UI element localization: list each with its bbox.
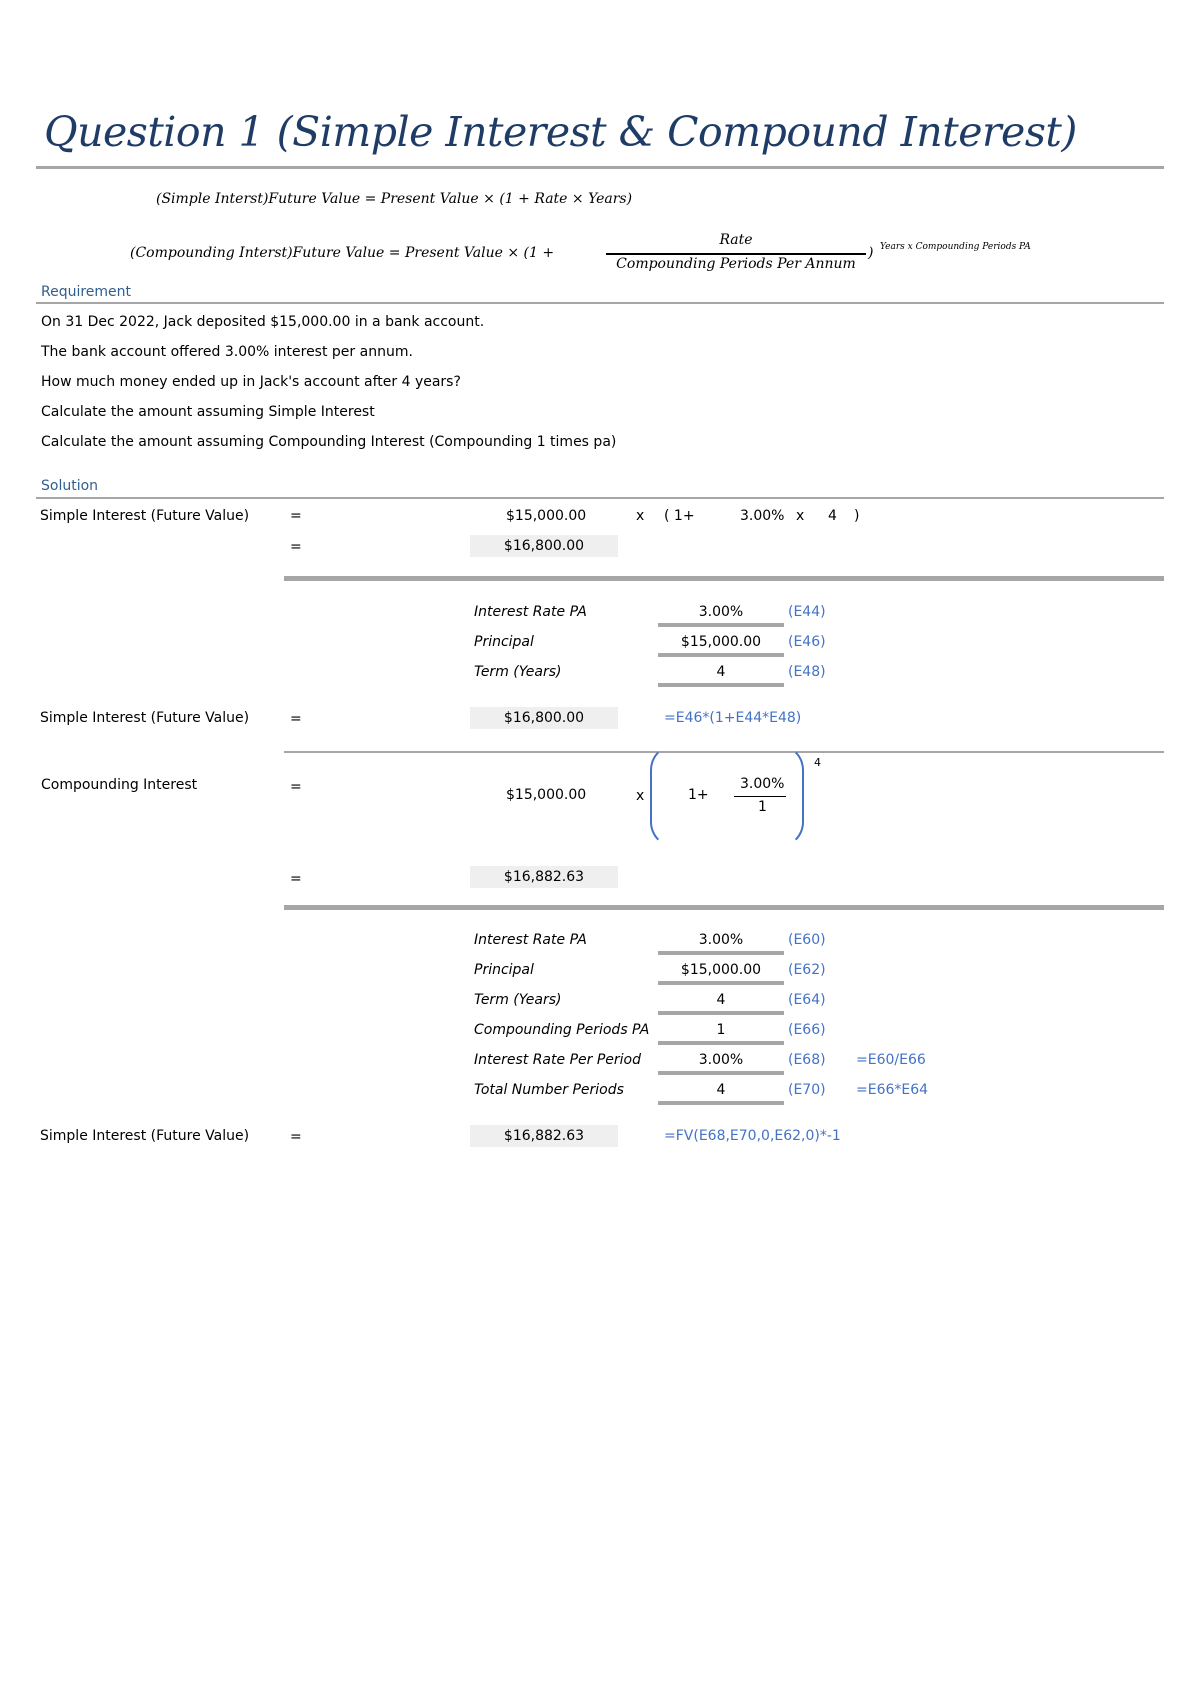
input-value: $15,000.00	[680, 962, 762, 978]
rate-value: 3.00%	[740, 508, 785, 524]
input-underline	[658, 951, 784, 955]
cell-reference: (E68)	[788, 1052, 826, 1068]
close-paren: )	[854, 508, 860, 524]
input-underline	[658, 683, 784, 687]
excel-formula: =E60/E66	[856, 1052, 926, 1068]
simple-interest-label: Simple Interest (Future Value)	[40, 710, 250, 726]
input-value: 4	[716, 1082, 726, 1098]
simple-interest-result: $16,800.00	[470, 535, 618, 557]
input-label: Principal	[474, 634, 534, 650]
input-value: $15,000.00	[680, 634, 762, 650]
input-underline	[658, 1071, 784, 1075]
times-sign: x	[636, 508, 645, 524]
equals-sign: =	[290, 508, 302, 524]
page-title: Question 1 (Simple Interest & Compound Interest)	[44, 108, 1077, 156]
times-sign: x	[796, 508, 805, 524]
principal-value: $15,000.00	[506, 787, 587, 803]
solution-divider	[36, 497, 1164, 499]
cell-reference: (E46)	[788, 634, 826, 650]
input-underline	[658, 981, 784, 985]
simple-interest-formula: (Simple Interst)Future Value = Present Value × (1 + Rate × Years)	[156, 191, 633, 207]
solution-heading: Solution	[41, 478, 99, 494]
cell-reference: (E44)	[788, 604, 826, 620]
compound-formula-numerator: Rate	[719, 232, 753, 248]
compounding-interest-label: Compounding Interest	[41, 777, 198, 793]
title-divider	[36, 166, 1164, 169]
open-paren: ( 1+	[664, 508, 695, 524]
input-value: 3.00%	[698, 604, 744, 620]
compound-interest-formula-left: (Compounding Interst)Future Value = Present Value × (1 +	[130, 245, 555, 261]
years-value: 4	[828, 508, 837, 524]
input-label: Principal	[474, 962, 534, 978]
input-label: Compounding Periods PA	[474, 1022, 650, 1038]
input-label: Term (Years)	[474, 992, 562, 1008]
requirement-line: Calculate the amount assuming Compounding Interest (Compounding 1 times pa)	[41, 434, 617, 450]
simple-interest-label: Simple Interest (Future Value)	[40, 508, 250, 524]
input-value: 4	[716, 992, 726, 1008]
times-sign: x	[636, 788, 645, 804]
simple-interest-label: Simple Interest (Future Value)	[40, 1128, 250, 1144]
input-value: 3.00%	[698, 932, 744, 948]
cell-reference: (E64)	[788, 992, 826, 1008]
cell-reference: (E66)	[788, 1022, 826, 1038]
input-underline	[658, 1101, 784, 1105]
input-value: 1	[716, 1022, 726, 1038]
input-label: Term (Years)	[474, 664, 562, 680]
requirement-line: How much money ended up in Jack's account after 4 years?	[41, 374, 461, 390]
fraction-bar	[734, 796, 786, 797]
input-underline	[658, 653, 784, 657]
excel-formula: =E66*E64	[856, 1082, 929, 1098]
input-label: Interest Rate Per Period	[474, 1052, 641, 1068]
cell-reference: (E70)	[788, 1082, 826, 1098]
compound-formula-close: )	[868, 245, 874, 261]
equals-sign: =	[290, 711, 302, 727]
compound-formula-denominator: Compounding Periods Per Annum	[616, 256, 856, 272]
compound-interest-result: $16,882.63	[470, 866, 618, 888]
compound-formula-fraction-bar	[606, 253, 866, 255]
rate-numerator: 3.00%	[740, 776, 785, 792]
requirement-line: On 31 Dec 2022, Jack deposited $15,000.00 in a bank account.	[41, 314, 485, 330]
input-label: Total Number Periods	[474, 1082, 624, 1098]
input-value: 4	[716, 664, 726, 680]
input-underline	[658, 623, 784, 627]
periods-denominator: 1	[758, 799, 767, 815]
fv-result: $16,882.63	[470, 1125, 618, 1147]
requirement-heading: Requirement	[41, 284, 132, 300]
requirement-divider	[36, 302, 1164, 304]
cell-reference: (E60)	[788, 932, 826, 948]
requirement-line: The bank account offered 3.00% interest per annum.	[41, 344, 413, 360]
input-label: Interest Rate PA	[474, 604, 587, 620]
exponent-value: 4	[814, 756, 821, 769]
cell-reference: (E62)	[788, 962, 826, 978]
equals-sign: =	[290, 1129, 302, 1145]
section-divider	[284, 905, 1164, 910]
input-underline	[658, 1041, 784, 1045]
simple-interest-result: $16,800.00	[470, 707, 618, 729]
excel-formula: =E46*(1+E44*E48)	[664, 710, 802, 726]
cell-reference: (E48)	[788, 664, 826, 680]
compound-formula-exponent: Years x Compounding Periods PA	[880, 242, 1031, 252]
requirement-line: Calculate the amount assuming Simple Interest	[41, 404, 375, 420]
input-label: Interest Rate PA	[474, 932, 587, 948]
input-value: 3.00%	[698, 1052, 744, 1068]
section-divider	[284, 576, 1164, 581]
equals-sign: =	[290, 871, 302, 887]
one-plus: 1+	[688, 787, 709, 803]
equals-sign: =	[290, 779, 302, 795]
excel-formula: =FV(E68,E70,0,E62,0)*-1	[664, 1128, 841, 1144]
input-underline	[658, 1011, 784, 1015]
equals-sign: =	[290, 539, 302, 555]
principal-value: $15,000.00	[506, 508, 587, 524]
